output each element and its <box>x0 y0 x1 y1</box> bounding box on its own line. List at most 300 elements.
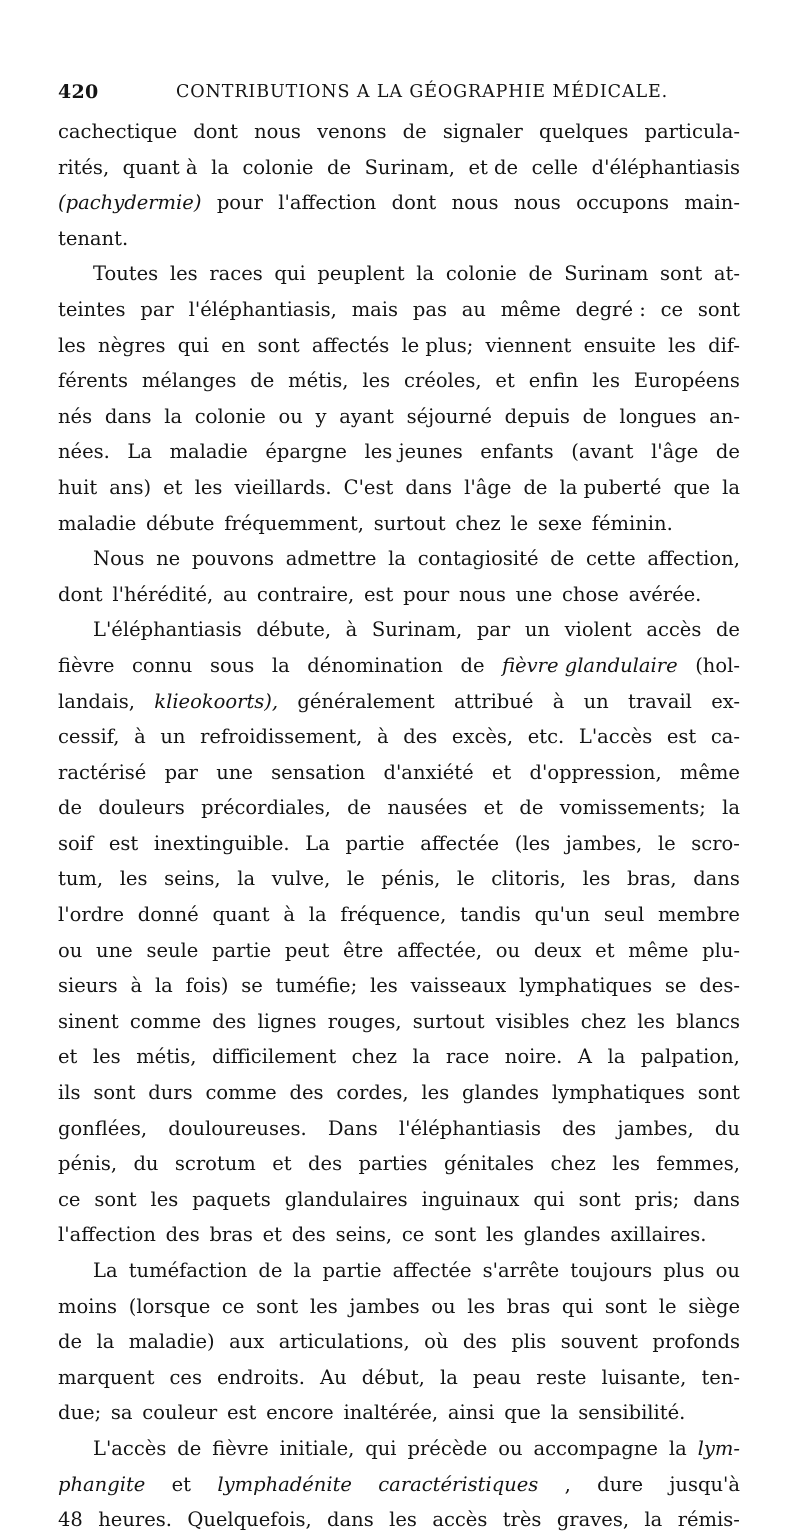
paragraph-first-line <box>93 256 740 292</box>
word: plis <box>511 1330 547 1354</box>
word: de <box>523 475 548 499</box>
word: cachectique <box>58 120 178 143</box>
word: La <box>305 831 330 855</box>
text-line <box>58 1004 740 1040</box>
word: chez <box>580 1009 627 1033</box>
paragraph-first-line <box>93 1253 740 1289</box>
word: aux <box>229 1330 265 1354</box>
word: comme <box>205 1081 277 1105</box>
word: cordes, <box>336 1081 409 1105</box>
word: la <box>388 547 407 571</box>
word: est <box>363 582 394 606</box>
word: nausées <box>387 796 468 820</box>
word: l'affection <box>278 191 377 215</box>
word: la <box>668 1436 687 1460</box>
text-line <box>58 434 740 470</box>
word: les <box>486 1223 514 1247</box>
word: avérée. <box>628 582 702 606</box>
word: les <box>58 333 86 357</box>
word: est <box>108 831 139 855</box>
word: sont <box>578 1187 621 1211</box>
paragraph-first-line <box>93 612 740 648</box>
word: (lorsque <box>128 1294 211 1318</box>
word: la <box>164 404 183 428</box>
word: accès <box>646 618 702 642</box>
word: bras <box>506 1294 551 1318</box>
word: férents <box>58 369 129 393</box>
text-line <box>58 1324 740 1360</box>
word: ne <box>156 547 181 571</box>
word: où <box>424 1330 449 1354</box>
word: lymphatiques <box>519 974 653 998</box>
word: un <box>524 618 550 642</box>
word: scro- <box>691 831 740 855</box>
word: enfin <box>528 369 579 393</box>
word: précordiales, <box>201 796 331 820</box>
word: des <box>308 1152 343 1176</box>
word: jusqu'à <box>669 1472 740 1496</box>
word: landais, <box>58 689 135 713</box>
word: dans <box>693 867 740 891</box>
word: noire. <box>504 1045 563 1069</box>
word: à <box>376 725 389 749</box>
word: dont <box>391 191 437 215</box>
word: depuis <box>504 404 570 428</box>
word: dure <box>597 1472 644 1496</box>
word: dénomination <box>307 653 443 677</box>
text-line <box>58 292 740 328</box>
word: (pachydermie) <box>58 191 202 215</box>
word: la <box>412 1045 431 1069</box>
word: (hol- <box>695 653 740 677</box>
text-line <box>58 328 740 364</box>
word: s'arrête <box>482 1259 560 1282</box>
word: l'ordre <box>58 903 125 927</box>
word: chez <box>455 511 501 535</box>
word: connu <box>132 653 193 677</box>
word: pas <box>412 297 447 321</box>
word: les <box>194 475 223 499</box>
word: race <box>445 1045 490 1069</box>
word: an- <box>709 404 740 428</box>
word: de <box>715 618 740 642</box>
word: moins <box>58 1294 118 1318</box>
page-header <box>58 78 744 106</box>
word: de <box>177 1436 202 1460</box>
word: d'oppression, <box>529 760 662 784</box>
word: et <box>262 1223 283 1247</box>
word: tuméfie; <box>275 974 358 998</box>
word: cette <box>585 547 636 571</box>
word: dont <box>193 120 238 143</box>
text-line <box>58 399 740 435</box>
word: endroits. <box>217 1365 305 1389</box>
word: due; <box>58 1401 102 1425</box>
word: qu'un <box>534 903 591 927</box>
word: enfants <box>480 440 554 464</box>
word: reste <box>536 1365 587 1389</box>
word: métis, <box>136 1045 197 1069</box>
word: contraire, <box>256 582 355 606</box>
word: scrotum <box>174 1152 256 1176</box>
word: longues <box>619 404 697 428</box>
text-line <box>58 577 740 613</box>
word: la puberté <box>559 475 662 499</box>
word: travail <box>628 689 692 713</box>
word: la <box>96 1330 115 1354</box>
word: débute <box>146 511 215 535</box>
text-line <box>58 185 740 221</box>
word: teintes <box>58 297 126 321</box>
word: sinent <box>58 1009 119 1033</box>
word: des <box>289 1081 324 1105</box>
word: plus <box>663 1259 705 1282</box>
word: ten- <box>701 1365 740 1389</box>
word: palpation, <box>640 1045 740 1069</box>
word: dans <box>327 1508 374 1532</box>
word: vieillards. <box>234 475 332 499</box>
word: un <box>160 725 186 749</box>
body-text <box>58 114 740 1538</box>
word: jambes, <box>565 831 643 855</box>
word: précède <box>407 1436 488 1460</box>
word: plu- <box>702 938 740 962</box>
word: la <box>293 1259 312 1282</box>
word: gonflées, <box>58 1116 148 1140</box>
word: peau <box>472 1365 522 1389</box>
word: quant <box>212 903 270 927</box>
word: féminin. <box>591 511 673 535</box>
word: quant à <box>122 155 198 179</box>
word: lignes <box>257 1009 317 1033</box>
word: et <box>163 475 183 499</box>
word: fois) <box>185 974 229 998</box>
word: génitales <box>443 1152 535 1176</box>
word: douloureuses. <box>168 1116 307 1140</box>
text-line <box>58 719 740 755</box>
word: pour <box>403 582 450 606</box>
word: visibles <box>495 1009 570 1033</box>
word: L'accès <box>93 1436 167 1460</box>
word: de <box>347 796 372 820</box>
word: métis, <box>288 369 349 393</box>
word: L'éléphantiasis <box>93 618 242 642</box>
word: maladie <box>169 440 248 464</box>
text-line <box>58 933 740 969</box>
word: degré : <box>575 297 646 321</box>
paragraph-first-line <box>93 1431 740 1467</box>
word: sa <box>110 1401 133 1425</box>
word: affectée, <box>397 938 483 962</box>
word: initiale, <box>279 1436 355 1460</box>
word: dans <box>693 1187 740 1211</box>
word: ensuite <box>583 333 656 357</box>
word: au <box>461 297 486 321</box>
word: La <box>93 1259 118 1282</box>
word: à <box>283 903 295 927</box>
word: inextinguible. <box>153 831 290 855</box>
word: surtout <box>412 1009 485 1033</box>
word: quelques <box>538 120 629 143</box>
word: surtout <box>373 511 446 535</box>
word: par <box>164 760 199 784</box>
word: au <box>222 582 248 606</box>
word: colonie <box>242 155 314 179</box>
word: bras <box>209 1223 253 1247</box>
word: les <box>467 1294 496 1318</box>
word: se <box>664 974 687 998</box>
word: contagiosité <box>417 547 539 571</box>
word: vaisseaux <box>410 974 507 998</box>
word: l'affection <box>58 1223 156 1247</box>
word: nous <box>451 191 499 215</box>
word: la <box>308 903 327 927</box>
word: chez <box>351 1045 397 1069</box>
word: main- <box>684 191 740 215</box>
word: la <box>271 653 290 677</box>
word: de <box>460 653 485 677</box>
word: parties <box>358 1152 428 1176</box>
word: tandis <box>460 903 521 927</box>
word: colonie <box>445 262 517 286</box>
word: seins, <box>335 1223 393 1247</box>
text-line <box>58 790 740 826</box>
word: mélanges <box>141 369 237 393</box>
word: ans) <box>109 475 152 499</box>
word: jambes <box>349 1294 420 1318</box>
word: races <box>209 262 263 286</box>
word: ayant <box>339 404 394 428</box>
word: attribué <box>453 689 534 713</box>
word: le plus; <box>401 333 474 357</box>
word: sensation <box>271 760 366 784</box>
word: pour <box>216 191 263 215</box>
word: et <box>58 1045 78 1069</box>
word: chose <box>562 582 619 606</box>
word: C'est <box>343 475 394 499</box>
word: glandes <box>523 1223 601 1247</box>
word: accompagne <box>533 1436 658 1460</box>
word: être <box>343 938 384 962</box>
word: huit <box>58 475 98 499</box>
word: est <box>226 1401 257 1425</box>
word: viennent <box>485 333 572 357</box>
word: Au <box>320 1365 347 1389</box>
word: ou <box>715 1259 740 1282</box>
word: durs <box>148 1081 193 1105</box>
word: d'anxiété <box>383 760 474 784</box>
word: sont <box>94 1187 137 1211</box>
word: sous <box>209 653 255 677</box>
word: l'éléphantiasis, <box>188 297 337 321</box>
word: deux <box>533 938 582 962</box>
word: l'âge <box>651 440 699 464</box>
text-line <box>58 826 740 862</box>
word: pénis, <box>381 867 441 891</box>
word: sont <box>93 1081 136 1105</box>
word: pris; <box>634 1187 680 1211</box>
word: des <box>403 725 438 749</box>
word: ca- <box>710 725 740 749</box>
word: partie <box>212 938 272 962</box>
word: dif- <box>708 333 740 357</box>
word: une <box>515 582 553 606</box>
word: etc. <box>527 725 565 749</box>
word: caractéristiques <box>378 1472 539 1496</box>
word: Dans <box>327 1116 378 1140</box>
word: la <box>550 1401 569 1425</box>
word: à <box>134 725 146 749</box>
word: de <box>715 440 740 464</box>
word: seule <box>146 938 199 962</box>
word: la <box>416 262 435 286</box>
word: (avant <box>571 440 634 464</box>
text-line <box>58 1039 740 1075</box>
word: des <box>291 1223 326 1247</box>
word: sensibilité. <box>578 1401 686 1425</box>
text-line <box>58 684 740 720</box>
word: occupons <box>576 191 670 215</box>
word: sont <box>697 1081 740 1105</box>
word: le <box>456 867 475 891</box>
word: paquets <box>192 1187 271 1211</box>
word: signaler <box>442 120 523 143</box>
word: seul <box>603 903 645 927</box>
word: y <box>315 404 327 428</box>
word: qui <box>561 1294 594 1318</box>
word: seins, <box>164 867 221 891</box>
word: mais <box>351 297 399 321</box>
word: dont <box>58 582 103 606</box>
word: sont <box>434 1223 477 1247</box>
text-line <box>58 1289 740 1325</box>
text-line <box>58 470 740 506</box>
word: par <box>476 618 511 642</box>
word: à <box>345 618 358 642</box>
word: colonie <box>194 404 266 428</box>
word: épargne <box>265 440 347 464</box>
word: heures. <box>98 1508 172 1532</box>
word: des <box>212 1009 247 1033</box>
word: sont <box>697 297 740 321</box>
word: excès, <box>451 725 514 749</box>
text-line <box>58 114 740 150</box>
word: sont <box>256 1294 299 1318</box>
text-line <box>58 861 740 897</box>
word: des <box>462 1330 497 1354</box>
word: venons <box>317 120 387 143</box>
word: du <box>133 1152 159 1176</box>
word: phangite <box>58 1472 146 1496</box>
word: la <box>154 974 173 998</box>
word: les <box>362 369 391 393</box>
word: début, <box>361 1365 425 1389</box>
word: ce <box>401 1223 425 1247</box>
word: encore <box>266 1401 334 1425</box>
word: fréquemment, <box>224 511 364 535</box>
word: et <box>171 1472 192 1496</box>
word: ou <box>495 938 521 962</box>
word: nègres <box>98 333 166 357</box>
word: à <box>130 974 143 998</box>
word: jambes, <box>617 1116 694 1140</box>
word: vulve, <box>271 867 331 891</box>
text-line <box>58 1360 740 1396</box>
word: la <box>607 1045 626 1069</box>
word: glandulaires <box>284 1187 408 1211</box>
word: Quelquefois, <box>187 1508 312 1532</box>
text-line <box>58 1146 740 1182</box>
word: de <box>402 120 427 143</box>
word: affection, <box>647 547 740 571</box>
word: souvent <box>560 1330 638 1354</box>
word: tenant. <box>58 226 129 250</box>
word: maladie <box>58 511 137 535</box>
word: qui <box>274 262 306 286</box>
word: fièvre <box>58 653 115 677</box>
word: les <box>369 974 398 998</box>
word: de <box>582 404 607 428</box>
word: cessif, <box>58 725 120 749</box>
word: rités, <box>58 155 110 179</box>
word: de <box>58 796 83 820</box>
word: les <box>668 333 696 357</box>
word: vomissements; <box>559 796 706 820</box>
word: blancs <box>676 1009 740 1033</box>
word: à <box>552 689 565 713</box>
word: Toutes <box>93 262 159 286</box>
word: les <box>169 262 198 286</box>
word: se <box>241 974 263 998</box>
word: ou <box>278 404 303 428</box>
word: La <box>127 440 152 464</box>
text-line <box>58 968 740 1004</box>
word: la <box>439 1365 458 1389</box>
word: les <box>150 1187 179 1211</box>
word: et <box>495 369 515 393</box>
word: les <box>592 369 621 393</box>
word: tum, <box>58 867 104 891</box>
word: luisante, <box>601 1365 687 1389</box>
word: at- <box>713 262 740 286</box>
text-line <box>58 1395 740 1431</box>
word: sont <box>604 1294 648 1318</box>
word: rémis- <box>677 1508 740 1532</box>
word: de <box>519 796 544 820</box>
word: des- <box>699 974 740 998</box>
word: Surinam, <box>364 155 455 179</box>
word: affectée <box>392 1259 472 1282</box>
word: en <box>221 333 246 357</box>
running-title: CONTRIBUTIONS A LA GÉOGRAPHIE MÉDICALE. <box>176 82 669 102</box>
text-line <box>58 648 740 684</box>
word: est <box>666 725 697 749</box>
word: comme <box>129 1009 202 1033</box>
word: admettre <box>285 547 377 571</box>
word: ainsi <box>447 1401 495 1425</box>
word: une <box>216 760 253 784</box>
text-line <box>58 1217 740 1253</box>
word: les <box>637 1009 665 1033</box>
word: chez <box>550 1152 596 1176</box>
word: même <box>500 297 561 321</box>
word: Européens <box>633 369 740 393</box>
word: soif <box>58 831 94 855</box>
word: ou <box>58 938 83 962</box>
word: les <box>119 867 148 891</box>
word: une <box>96 938 133 962</box>
text-line <box>58 1075 740 1111</box>
